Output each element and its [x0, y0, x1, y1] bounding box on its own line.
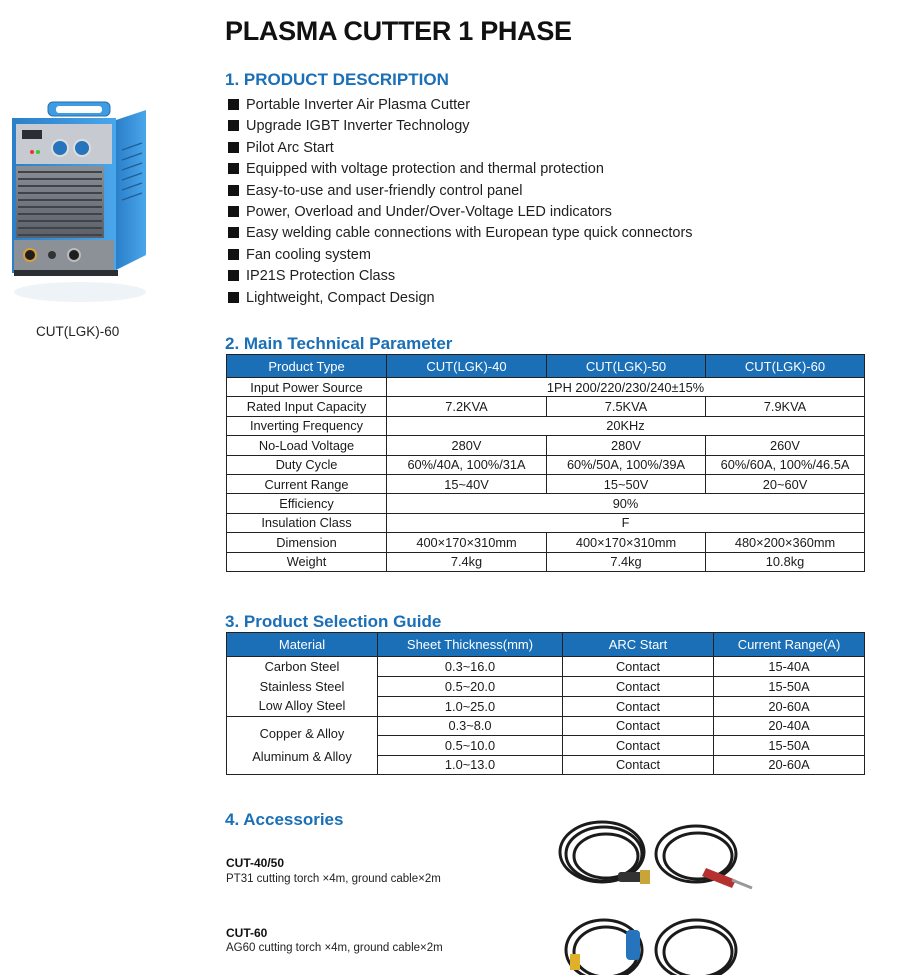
table-row — [227, 716, 865, 736]
material-name: Stainless Steel — [259, 678, 345, 694]
table-row — [227, 513, 865, 532]
bullet-item — [228, 288, 693, 309]
material-group-cell — [227, 716, 378, 775]
bullet-item — [228, 266, 693, 287]
material-group-cell — [227, 657, 378, 717]
row-label: Input Power Source — [227, 378, 387, 397]
table-cell: 0.5~20.0 — [378, 676, 563, 696]
bullet-text: Power, Overload and Under/Over-Voltage LED indicators — [246, 203, 612, 220]
table-row — [227, 436, 865, 455]
section-title-parameters: 2. Main Technical Parameter — [225, 334, 453, 353]
bullet-text: IP21S Protection Class — [246, 268, 396, 285]
bullet-text: Upgrade IGBT Inverter Technology — [246, 118, 470, 135]
description-bullet-list — [228, 95, 693, 309]
table-cell: 90% — [387, 494, 865, 513]
table-cell: Contact — [563, 696, 714, 716]
column-header: CUT(LGK)-40 — [387, 355, 547, 378]
page-title: PLASMA CUTTER 1 PHASE — [225, 16, 572, 46]
material-name: Aluminum & Alloy — [252, 749, 352, 765]
table-cell: 15-50A — [714, 676, 865, 696]
square-bullet-icon — [228, 206, 239, 217]
table-cell: 20-60A — [714, 696, 865, 716]
table-cell: 1.0~25.0 — [378, 696, 563, 716]
table-cell: 280V — [547, 436, 706, 455]
bullet-item — [228, 202, 693, 223]
table-row — [227, 474, 865, 493]
square-bullet-icon — [228, 120, 239, 131]
row-label: Dimension — [227, 533, 387, 552]
table-cell: 15~50V — [547, 474, 706, 493]
table-cell: Contact — [563, 755, 714, 775]
row-label: Duty Cycle — [227, 455, 387, 474]
table-cell: 0.5~10.0 — [378, 736, 563, 756]
table-cell: Contact — [563, 657, 714, 677]
table-cell: 0.3~16.0 — [378, 657, 563, 677]
product-caption: CUT(LGK)-60 — [36, 324, 120, 339]
table-cell: 280V — [387, 436, 547, 455]
square-bullet-icon — [228, 163, 239, 174]
section-title-description: 1. PRODUCT DESCRIPTION — [225, 70, 449, 89]
row-label: Efficiency — [227, 494, 387, 513]
bullet-text: Easy-to-use and user-friendly control panel — [246, 182, 523, 199]
material-name: Copper & Alloy — [259, 726, 345, 742]
row-label: Insulation Class — [227, 513, 387, 532]
square-bullet-icon — [228, 249, 239, 260]
ag60-torch-and-ground-cable-image — [556, 908, 756, 975]
table-row — [227, 416, 865, 435]
table-cell: 20KHz — [387, 416, 865, 435]
product-image — [8, 80, 153, 320]
bullet-item — [228, 245, 693, 266]
selection-guide-table — [226, 632, 865, 775]
table-row — [227, 533, 865, 552]
accessory-description: PT31 cutting torch ×4m, ground cable×2m — [226, 873, 441, 885]
table-row — [227, 657, 865, 677]
table-cell: 7.2KVA — [387, 397, 547, 416]
bullet-item — [228, 181, 693, 202]
table-cell: 10.8kg — [706, 552, 865, 571]
material-name: Carbon Steel — [264, 659, 340, 674]
torch-and-ground-cable-image — [556, 818, 756, 898]
table-cell: 20-40A — [714, 716, 865, 736]
square-bullet-icon — [228, 185, 239, 196]
table-cell: Contact — [563, 676, 714, 696]
column-header: Sheet Thickness(mm) — [378, 633, 563, 657]
row-label: Weight — [227, 552, 387, 571]
table-cell: 400×170×310mm — [387, 533, 547, 552]
bullet-item — [228, 138, 693, 159]
table-row — [227, 397, 865, 416]
table-row — [227, 552, 865, 571]
table-cell: 15-40A — [714, 657, 865, 677]
table-header-row — [227, 633, 865, 657]
bullet-text: Equipped with voltage protection and thermal protection — [246, 161, 604, 178]
square-bullet-icon — [228, 99, 239, 110]
table-cell: 7.9KVA — [706, 397, 865, 416]
square-bullet-icon — [228, 142, 239, 153]
table-cell: F — [387, 513, 865, 532]
accessory-description: AG60 cutting torch ×4m, ground cable×2m — [226, 942, 443, 954]
accessory-model: CUT-40/50 — [226, 856, 285, 870]
column-header: Product Type — [227, 355, 387, 378]
table-cell: 260V — [706, 436, 865, 455]
section-title-selection: 3. Product Selection Guide — [225, 612, 442, 631]
bullet-text: Lightweight, Compact Design — [246, 289, 435, 306]
bullet-item — [228, 116, 693, 137]
bullet-item — [228, 223, 693, 244]
column-header: Material — [227, 633, 378, 657]
table-cell: Contact — [563, 736, 714, 756]
bullet-text: Pilot Arc Start — [246, 139, 334, 156]
square-bullet-icon — [228, 270, 239, 281]
accessory-model: CUT-60 — [226, 926, 268, 940]
row-label: Current Range — [227, 474, 387, 493]
table-cell: 60%/60A, 100%/46.5A — [706, 455, 865, 474]
bullet-item — [228, 95, 693, 116]
square-bullet-icon — [228, 292, 239, 303]
table-row — [227, 455, 865, 474]
section-title-accessories: 4. Accessories — [225, 810, 344, 829]
bullet-text: Easy welding cable connections with European type quick connectors — [246, 225, 693, 242]
table-cell: 7.4kg — [547, 552, 706, 571]
material-name: Low Alloy Steel — [258, 698, 346, 713]
table-cell: 20-60A — [714, 755, 865, 775]
bullet-text: Fan cooling system — [246, 246, 371, 263]
table-cell: 15~40V — [387, 474, 547, 493]
bullet-text: Portable Inverter Air Plasma Cutter — [246, 97, 471, 113]
table-cell: 20~60V — [706, 474, 865, 493]
column-header: ARC Start — [563, 633, 714, 657]
column-header: Current Range(A) — [714, 633, 865, 657]
plasma-cutter-machine-illustration — [8, 80, 153, 320]
table-cell: 400×170×310mm — [547, 533, 706, 552]
square-bullet-icon — [228, 227, 239, 238]
row-label: Inverting Frequency — [227, 416, 387, 435]
table-header-row — [227, 355, 865, 378]
table-cell: 7.5KVA — [547, 397, 706, 416]
table-cell: 1PH 200/220/230/240±15% — [387, 378, 865, 397]
table-cell: 0.3~8.0 — [378, 716, 563, 736]
bullet-item — [228, 159, 693, 180]
technical-parameter-table — [226, 354, 865, 572]
table-cell: 1.0~13.0 — [378, 755, 563, 775]
table-row — [227, 378, 865, 397]
row-label: Rated Input Capacity — [227, 397, 387, 416]
column-header: CUT(LGK)-50 — [547, 355, 706, 378]
table-cell: 60%/40A, 100%/31A — [387, 455, 547, 474]
table-cell: 15-50A — [714, 736, 865, 756]
row-label: No-Load Voltage — [227, 436, 387, 455]
table-cell: 7.4kg — [387, 552, 547, 571]
column-header: CUT(LGK)-60 — [706, 355, 865, 378]
table-cell: 480×200×360mm — [706, 533, 865, 552]
table-cell: Contact — [563, 716, 714, 736]
table-row — [227, 494, 865, 513]
table-cell: 60%/50A, 100%/39A — [547, 455, 706, 474]
